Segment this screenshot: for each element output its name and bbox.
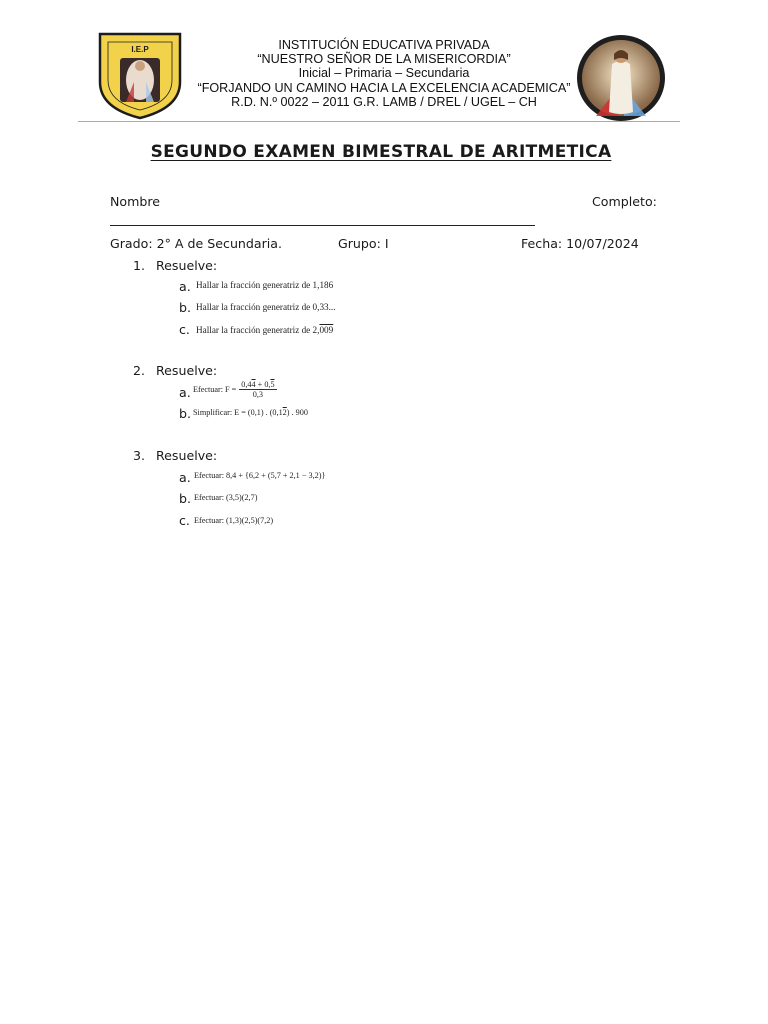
question-3-label: Resuelve: [156, 448, 218, 463]
institution-line: INSTITUCIÓN EDUCATIVA PRIVADA [278, 38, 490, 52]
q2-fraction: $\frac{0,44 + 0,5}{0,3}$ [241, 380, 275, 399]
q3-item-b-letter: b. [179, 491, 191, 506]
q1-item-a-text: Hallar la fracción generatriz de 1,186 [196, 280, 334, 290]
svg-text:I.E.P: I.E.P [131, 45, 149, 54]
header-divider [78, 121, 680, 122]
resolution-line: R.D. N.º 0022 – 2011 G.R. LAMB / DREL / UGEL – CH [231, 94, 537, 109]
group-field: Grupo: I [338, 236, 389, 251]
q2-item-b-text: Simplificar: E = (0,1) . (0,12) . 900 [193, 408, 308, 417]
q1-item-b-text: Hallar la fracción generatriz de 0,33... [196, 302, 336, 312]
name-label: Nombre [110, 194, 161, 209]
question-1-label: Resuelve: [156, 258, 218, 273]
q3-item-b-text: Efectuar: (3,5)(2,7) [194, 493, 258, 502]
name-blank-line[interactable] [110, 225, 535, 226]
question-1-heading [133, 258, 217, 273]
exam-title: SEGUNDO EXAMEN BIMESTRAL DE ARITMETICA [150, 142, 612, 162]
school-name-line: “NUESTRO SEÑOR DE LA MISERICORDIA” [257, 52, 511, 67]
school-crest-logo [96, 30, 184, 120]
motto-line: “FORJANDO UN CAMINO HACIA LA EXCELENCIA ACADEMICA” [197, 80, 571, 95]
q3-item-a-text: Efectuar: 8,4 + {6,2 + (5,7 + 2,1 − 3,2)} [194, 471, 326, 480]
q1-item-c-letter: c. [179, 322, 190, 337]
school-header [184, 38, 584, 109]
question-3-heading [133, 448, 217, 463]
question-1-number: 1. [133, 258, 146, 273]
q1-item-a-letter: a. [179, 279, 191, 294]
complete-label: Completo: [592, 194, 657, 209]
q2-item-b-letter: b. [179, 406, 191, 421]
q3-item-a-letter: a. [179, 470, 191, 485]
question-2-label: Resuelve: [156, 363, 218, 378]
levels-line: Inicial – Primaria – Secundaria [298, 66, 470, 81]
divine-mercy-medallion [576, 34, 666, 122]
q3-item-c-letter: c. [179, 513, 190, 528]
question-3-number: 3. [133, 448, 146, 463]
question-2-heading [133, 363, 217, 378]
q3-item-c-text: Efectuar: (1,3)(2,5)(7,2) [194, 516, 274, 525]
q2-item-a-letter: a. [179, 385, 191, 400]
q2-item-a-text: Efectuar: F = $\frac{0,44 + 0,5}{0,3}$ [193, 380, 275, 399]
grade-field: Grado: 2° A de Secundaria. [110, 236, 283, 251]
date-field: Fecha: 10/07/2024 [521, 236, 639, 251]
q1-item-c-text: Hallar la fracción generatriz de 2,009 [196, 325, 334, 335]
q1-item-b-letter: b. [179, 300, 191, 315]
question-2-number: 2. [133, 363, 146, 378]
